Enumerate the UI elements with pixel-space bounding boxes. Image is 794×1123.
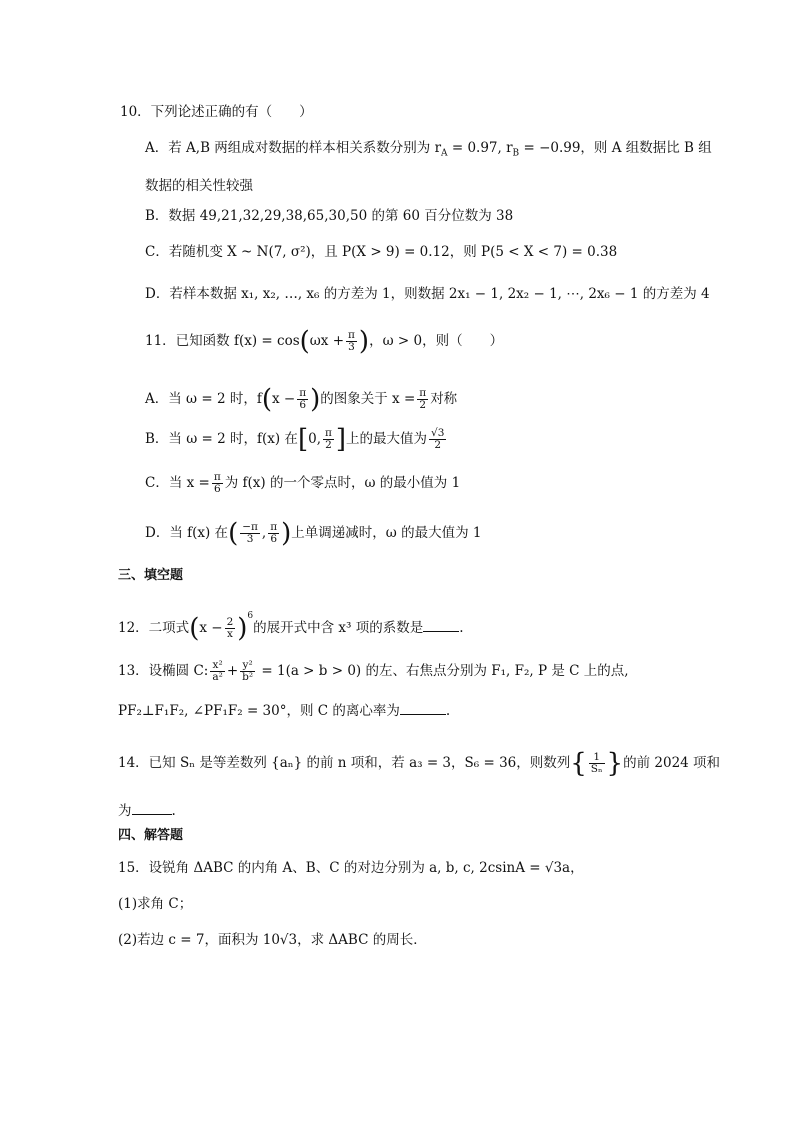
- q11-option-c-post: 为 f(x) 的一个零点时，ω 的最小值为 1: [224, 475, 461, 491]
- q13-line2-text: PF₂⊥F₁F₂, ∠PF₁F₂ = 30°，则 C 的离心率为: [118, 703, 400, 719]
- q11-option-a-text: A．当 ω = 2 时，f: [145, 391, 262, 407]
- q10-stem: 10．下列论述正确的有（ ）: [120, 104, 313, 120]
- q12: 12．二项式(x − $\frac{2}{x}$ )$^6$的展开式中含 x³ 项的系数是 .: [118, 611, 464, 644]
- pi-over-6-fraction: $\frac{\pi}{6}$: [213, 471, 221, 495]
- pi-over-6-fraction: $\frac{\pi}{6}$: [299, 387, 307, 411]
- pi-over-2-fraction: $\frac{\pi}{2}$: [324, 427, 332, 451]
- q13-answer-blank[interactable]: [400, 700, 446, 715]
- q11-option-c-text: C．当 x =: [145, 475, 210, 491]
- q10-option-b: B．数据 49,21,32,29,38,65,30,50 的第 60 百分位数为 38: [145, 208, 514, 224]
- q13: 13．设椭圆 C: $\frac{\text{x²}}{\text{a²}}$ + $\frac{\text{y²}}{\text{b²}}$ = 1(a > b > 0) 的左、右焦点分别为 F₁, F₂, P 是 C 上的点,: [118, 659, 629, 683]
- q11-option-c: [145, 472, 460, 495]
- q12-answer-blank[interactable]: [423, 617, 459, 632]
- pi-over-3-fraction: $\frac{\pi}{3}$: [348, 329, 355, 353]
- q10-option-a-tail2: = −0.99，则 A 组数据比 B 组: [519, 140, 712, 156]
- q11-option-d-text: D．当 f(x) 在: [145, 525, 229, 541]
- x2-over-a2-fraction: $\frac{\text{x²}}{\text{a²}}$: [212, 659, 223, 683]
- q12-pre: 12．二项式: [118, 620, 190, 636]
- q11-option-b-text: B．当 ω = 2 时，f(x) 在: [145, 431, 298, 447]
- neg-pi-over-3-fraction: $\frac{-\pi}{3}$: [242, 521, 258, 545]
- q10-option-a-cont: 数据的相关性较强: [145, 178, 253, 194]
- q14-line2-text: 为: [118, 803, 132, 819]
- q11-stem: 11．已知函数 f(x) = cos(ωx + $\frac{\pi}{3}$ )，ω > 0，则（ ）: [145, 326, 504, 357]
- q14-post: 的前 2024 项和: [623, 755, 721, 771]
- q14: 14．已知 Sₙ 是等差数列 {aₙ} 的前 n 项和，若 a₃ = 3，S₆ = 36，则数列{ $\frac{1}{\text{Sₙ}}$ }的前 2024 项和: [118, 748, 721, 779]
- y2-over-b2-fraction: $\frac{\text{y²}}{\text{b²}}$: [242, 659, 254, 683]
- q10-option-c: C．若随机变 X ~ N(7, σ²)，且 P(X > 9) = 0.12，则 P(5 < X < 7) = 0.38: [145, 244, 618, 260]
- q11-option-d-post: 上单调递减时，ω 的最大值为 1: [291, 525, 482, 541]
- q11-option-a-end: 对称: [430, 391, 458, 407]
- q11-option-a-post: 的图象关于 x =: [320, 391, 416, 407]
- omega-x: ωx +: [309, 333, 345, 349]
- q15-stem: 15．设锐角 ΔABC 的内角 A、B、C 的对边分别为 a, b, c, 2csinA = √3a，: [118, 860, 584, 876]
- pi-over-6-fraction: $\frac{\pi}{6}$: [270, 521, 278, 545]
- q15-part1: (1)求角 C；: [118, 896, 193, 912]
- sqrt3-over-2-fraction: $\frac{√3}{2}$: [431, 427, 445, 451]
- q12-post: 的展开式中含 x³ 项的系数是: [253, 620, 424, 636]
- q11-option-a: A．当 ω = 2 时，f(x − $\frac{\pi}{6}$ )的图象关于 x = $\frac{\pi}{2}$ 对称: [145, 384, 458, 415]
- q13-mid: = 1(a > b > 0) 的左、右焦点分别为 F₁, F₂, P 是 C 上的点,: [257, 663, 629, 679]
- exponent-6: 6: [247, 611, 254, 621]
- sub-a: A: [441, 148, 448, 159]
- two-over-x-fraction: $\frac{2}{x}$: [226, 616, 234, 640]
- q10-option-a: [145, 138, 712, 164]
- section-heading-solution: 四、解答题: [118, 828, 184, 843]
- sub-b: B: [512, 148, 520, 159]
- section-heading-fill-in: 三、填空题: [118, 568, 184, 583]
- pi-over-2-fraction: $\frac{\pi}{2}$: [419, 387, 427, 411]
- q14-line2: 为 .: [118, 800, 176, 821]
- q10-option-a-text: A．若 A,B 两组成对数据的样本相关系数分别为 r: [145, 140, 442, 156]
- q11-option-b: B．当 ω = 2 时，f(x) 在[0, $\frac{\pi}{2}$ ]上的最大值为 $\frac{√3}{2}$: [145, 424, 445, 455]
- q13-pre: 13．设椭圆 C:: [118, 663, 209, 679]
- q13-line2: PF₂⊥F₁F₂, ∠PF₁F₂ = 30°，则 C 的离心率为 .: [118, 700, 450, 721]
- q11-stem-post: ，ω > 0，则（ ）: [369, 333, 504, 349]
- q10-option-d: D．若样本数据 x₁, x₂, …, x₆ 的方差为 1，则数据 2x₁ − 1, 2x₂ − 1, ⋯, 2x₆ − 1 的方差为 4: [145, 286, 710, 302]
- q11-option-d: D．当 f(x) 在( $\frac{-\pi}{3}$ , $\frac{\pi}{6}$ )上单调递减时，ω 的最大值为 1: [145, 518, 482, 549]
- q14-answer-blank[interactable]: [132, 800, 172, 815]
- q11-option-b-post: 上的最大值为: [346, 431, 428, 447]
- one-over-sn-fraction: $\frac{1}{\text{Sₙ}}$: [590, 751, 603, 775]
- q14-pre: 14．已知 Sₙ 是等差数列 {aₙ} 的前 n 项和，若 a₃ = 3，S₆ = 36，则数列: [118, 755, 571, 771]
- q11-stem-pre: 11．已知函数 f(x) = cos: [145, 333, 300, 349]
- q10-option-a-tail: = 0.97, r: [447, 140, 513, 156]
- q15-part2: (2)若边 c = 7，面积为 10√3，求 ΔABC 的周长．: [118, 932, 427, 948]
